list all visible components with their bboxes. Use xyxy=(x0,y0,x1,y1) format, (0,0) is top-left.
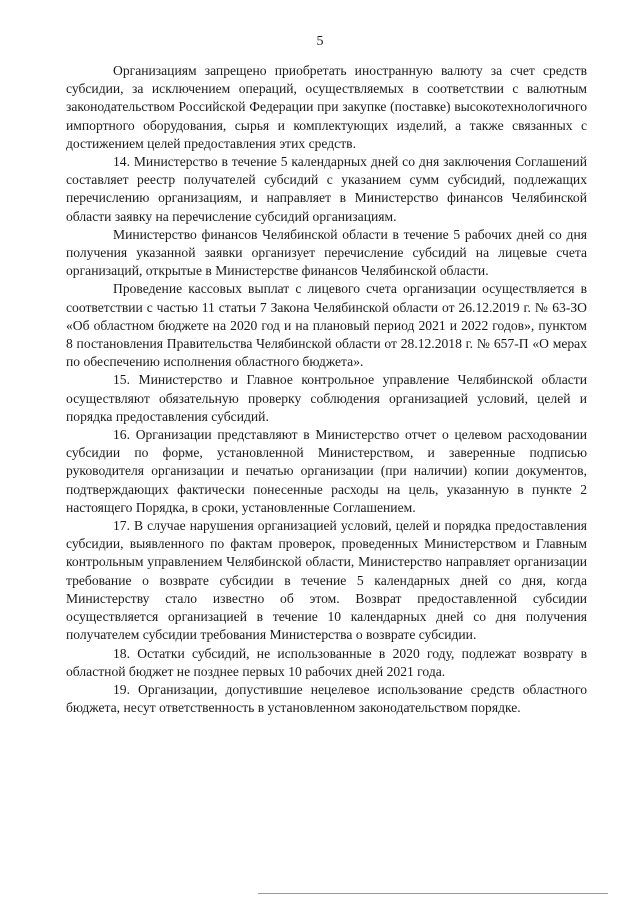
paragraph-16-report: 16. Организации представляют в Министерство отчет о целевом расходовании субсидии по форме, установленной Министерством, и заверенные подписью руководителя организации и печатью организации (при наличии) копии документов, подтверждающих фактически понесенные расходы на цель, указанную в пункте 2 настоящего Порядка, в сроки, установленные Соглашением. xyxy=(66,427,587,515)
paragraph-19-liability: 19. Организации, допустившие нецелевое использование средств областного бюджета, несут ответственность в установленном законодательством порядке. xyxy=(66,681,587,716)
paragraph-currency-restriction: Организациям запрещено приобретать иностранную валюту за счет средств субсидии, за исключением операций, осуществляемых в соответствии с валютным законодательством Российской Федерации при закупке (поставке) высокотехнологичного импортного оборудования, сырья и комплектующих изделий, а также связанных с достижением целей предоставления этих средств. xyxy=(66,63,587,151)
paragraph-14-transfer: Министерство финансов Челябинской области в течение 5 рабочих дней со дня получения указанной заявки организует перечисление субсидий на лицевые счета организаций, открытые в Министерстве финансов Челябинской области. xyxy=(66,226,587,279)
paragraph-18-remainders: 18. Остатки субсидий, не использованные в 2020 году, подлежат возврату в областной бюджет не позднее первых 10 рабочих дней 2021 года. xyxy=(66,645,587,679)
footer-rule xyxy=(258,893,608,894)
document-body xyxy=(66,62,587,717)
paragraph-17-violation: 17. В случае нарушения организацией условий, целей и порядка предоставления субсидии, выявленного по фактам проверок, проведенных Министерством и Главным контрольным управлением Челябинской области, Министерство направляет организации требование о возврате субсидии в течение 5 календарных дней со дня, когда Министерству стало известно об этом. Возврат предоставленной субсидии осуществляется организацией в течение 10 календарных дней со дня получения получателем субсидии требования Министерства о возврате субсидии. xyxy=(66,518,587,643)
page-number: 5 xyxy=(316,34,324,49)
paragraph-14-registry: 14. Министерство в течение 5 календарных дней со дня заключения Соглашений составляет реестр получателей субсидий с указанием сумм субсидий, подлежащих перечислению организациям, и направляет в Министерство финансов Челябинской области заявку на перечисление субсидий организациям. xyxy=(66,154,587,224)
paragraph-14-cash-payments: Проведение кассовых выплат с лицевого счета организации осуществляется в соответствии с частью 11 статьи 7 Закона Челябинской области от 26.12.2019 г. № 63-ЗО «Об областном бюджете на 2020 год и на плановый период 2021 и 2022 годов», пунктом 8 постановления Правительства Челябинской области от 28.12.2018 г. № 657-П «О мерах по обеспечению исполнения областного бюджета». xyxy=(66,281,587,370)
paragraph-15-inspection: 15. Министерство и Главное контрольное управление Челябинской области осуществляют обязательную проверку соблюдения организацией условий, целей и порядка предоставления субсидий. xyxy=(66,372,587,424)
